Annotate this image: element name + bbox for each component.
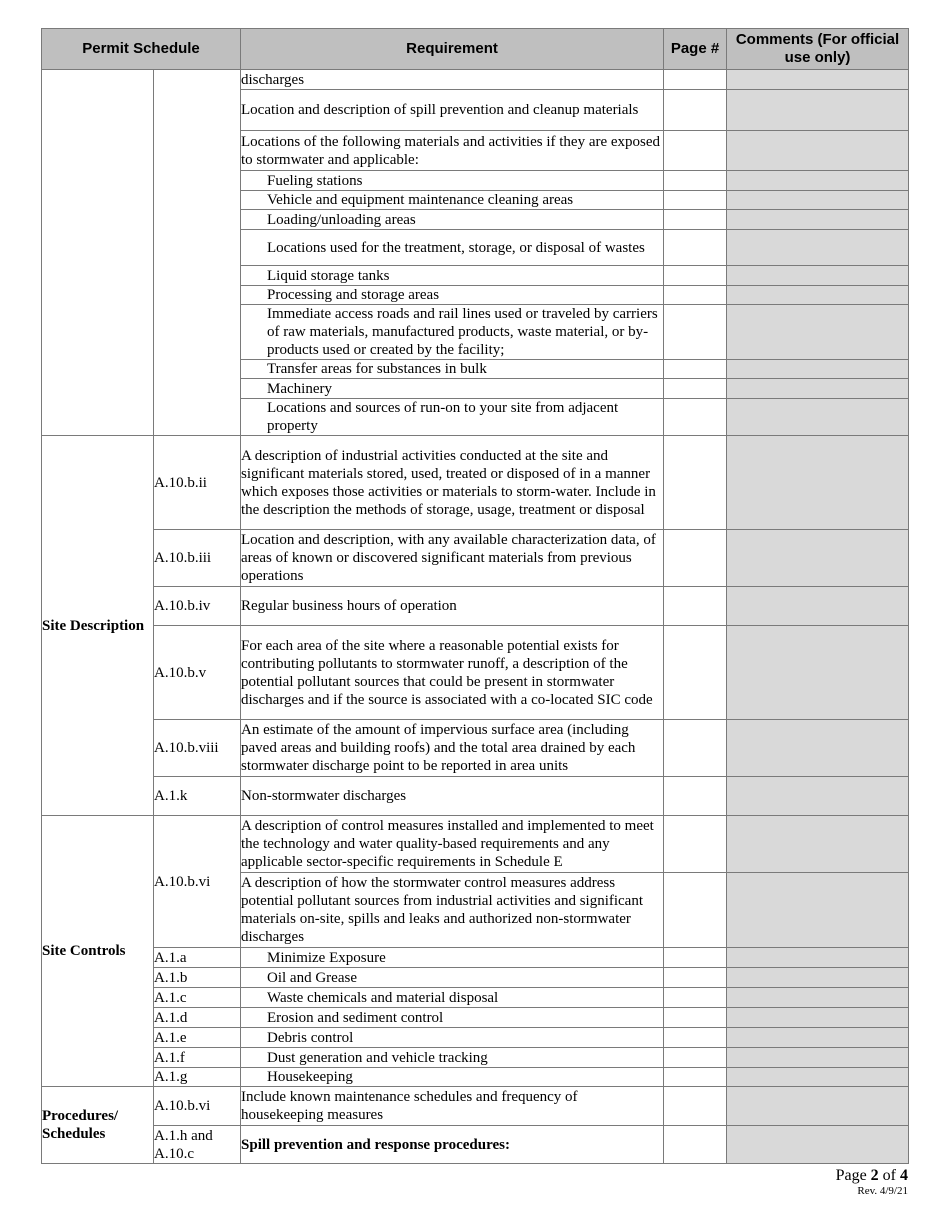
table-row: [42, 436, 909, 530]
page-total: 4: [900, 1167, 908, 1184]
page-number-field[interactable]: [664, 1048, 727, 1068]
table-row: [42, 720, 909, 777]
requirement-text: Regular business hours of operation: [241, 587, 664, 626]
official-comment-field: [727, 266, 909, 286]
official-comment-field: [727, 210, 909, 230]
official-comment-field: [727, 230, 909, 266]
official-comment-field: [727, 90, 909, 131]
code-cell-continued: [154, 70, 241, 436]
page-number-field[interactable]: [664, 873, 727, 948]
table-row: [42, 1048, 909, 1068]
requirement-text: Locations used for the treatment, storage, or disposal of wastes: [241, 230, 664, 266]
requirement-text: Location and description, with any available characterization data, of areas of known or discovered significant materials from previous operations: [241, 530, 664, 587]
header-comments: Comments (For official use only): [727, 29, 909, 70]
requirement-text: Locations of the following materials and activities if they are exposed to stormwater and applicable:: [241, 131, 664, 171]
official-comment-field: [727, 191, 909, 210]
page-number-field[interactable]: [664, 626, 727, 720]
permit-requirements-table: [41, 28, 909, 1164]
permit-code: A.10.b.iii: [154, 530, 241, 587]
table-row: [42, 1028, 909, 1048]
page-number-field[interactable]: [664, 1126, 727, 1164]
requirement-text: Fueling stations: [241, 171, 664, 191]
requirement-text: Spill prevention and response procedures:: [241, 1126, 664, 1164]
table-row: [42, 1068, 909, 1087]
requirement-text: Immediate access roads and rail lines used or traveled by carriers of raw materials, manufactured products, waste material, or by-products used or created by the facility;: [241, 305, 664, 360]
requirement-text: Minimize Exposure: [241, 948, 664, 968]
requirement-text: Transfer areas for substances in bulk: [241, 360, 664, 379]
official-comment-field: [727, 286, 909, 305]
page-number-field[interactable]: [664, 379, 727, 399]
requirement-text: Vehicle and equipment maintenance cleaning areas: [241, 191, 664, 210]
page-number-field[interactable]: [664, 720, 727, 777]
requirement-text: Housekeeping: [241, 1068, 664, 1087]
page-number-field[interactable]: [664, 988, 727, 1008]
page-number-field[interactable]: [664, 131, 727, 171]
official-comment-field: [727, 1087, 909, 1126]
official-comment-field: [727, 1126, 909, 1164]
requirement-text: A description of how the stormwater control measures address potential pollutant sources from industrial activities and significant materials on-site, spills and leaks and authorized non-stormwater discharges: [241, 873, 664, 948]
table-row: [42, 626, 909, 720]
table-row: [42, 988, 909, 1008]
page-number-field[interactable]: [664, 90, 727, 131]
page-number-field[interactable]: [664, 286, 727, 305]
page-number-field[interactable]: [664, 210, 727, 230]
official-comment-field: [727, 777, 909, 816]
permit-code: A.1.f: [154, 1048, 241, 1068]
table-row: [42, 1126, 909, 1164]
permit-code: A.1.b: [154, 968, 241, 988]
permit-code: A.1.g: [154, 1068, 241, 1087]
page-number-field[interactable]: [664, 436, 727, 530]
permit-code: A.10.b.viii: [154, 720, 241, 777]
page-number-field[interactable]: [664, 968, 727, 988]
page-of: of: [882, 1167, 896, 1184]
requirement-text: Locations and sources of run-on to your site from adjacent property: [241, 399, 664, 436]
requirement-text: Processing and storage areas: [241, 286, 664, 305]
official-comment-field: [727, 379, 909, 399]
requirement-text: Location and description of spill prevention and cleanup materials: [241, 90, 664, 131]
page-number-field[interactable]: [664, 1028, 727, 1048]
page-label: Page: [835, 1167, 867, 1184]
official-comment-field: [727, 70, 909, 90]
page-number-field[interactable]: [664, 266, 727, 286]
table-row: [42, 948, 909, 968]
section-procedures-schedules: Procedures/ Schedules: [42, 1087, 154, 1164]
page-number-field[interactable]: [664, 530, 727, 587]
permit-code: A.1.c: [154, 988, 241, 1008]
requirement-text: Waste chemicals and material disposal: [241, 988, 664, 1008]
official-comment-field: [727, 948, 909, 968]
official-comment-field: [727, 131, 909, 171]
page-number-field[interactable]: [664, 360, 727, 379]
official-comment-field: [727, 968, 909, 988]
page-number-field[interactable]: [664, 1068, 727, 1087]
permit-code: A.1.e: [154, 1028, 241, 1048]
revision-date: Rev. 4/9/21: [857, 1185, 908, 1197]
page-number-field[interactable]: [664, 587, 727, 626]
requirement-text: Non-stormwater discharges: [241, 777, 664, 816]
official-comment-field: [727, 171, 909, 191]
page-number-field[interactable]: [664, 777, 727, 816]
requirement-text: Loading/unloading areas: [241, 210, 664, 230]
permit-code: A.10.b.ii: [154, 436, 241, 530]
requirement-text: Dust generation and vehicle tracking: [241, 1048, 664, 1068]
official-comment-field: [727, 720, 909, 777]
table-row: [42, 1008, 909, 1028]
page-number-field[interactable]: [664, 305, 727, 360]
official-comment-field: [727, 816, 909, 873]
requirement-text: For each area of the site where a reasonable potential exists for contributing pollutants to stormwater runoff, a description of the potential pollutant sources that could be present in stormwater discharges and if the source is associated with a co-located SIC code: [241, 626, 664, 720]
official-comment-field: [727, 587, 909, 626]
official-comment-field: [727, 530, 909, 587]
page-number-field[interactable]: [664, 816, 727, 873]
page-number-field[interactable]: [664, 171, 727, 191]
header-page-number: Page #: [664, 29, 727, 70]
page-number-field[interactable]: [664, 230, 727, 266]
page-number-field[interactable]: [664, 70, 727, 90]
official-comment-field: [727, 626, 909, 720]
header-requirement: Requirement: [241, 29, 664, 70]
page-number-field[interactable]: [664, 1087, 727, 1126]
official-comment-field: [727, 436, 909, 530]
official-comment-field: [727, 305, 909, 360]
table-row: [42, 1087, 909, 1126]
permit-code: A.10.b.iv: [154, 587, 241, 626]
requirement-text: Erosion and sediment control: [241, 1008, 664, 1028]
permit-code: A.1.h and A.10.c: [154, 1126, 241, 1164]
table-header-row: [42, 29, 909, 70]
official-comment-field: [727, 399, 909, 436]
permit-code: A.1.d: [154, 1008, 241, 1028]
official-comment-field: [727, 1068, 909, 1087]
requirement-text: A description of control measures installed and implemented to meet the technology and water quality-based requirements and any applicable sector-specific requirements in Schedule E: [241, 816, 664, 873]
permit-code: A.10.b.v: [154, 626, 241, 720]
table-row: [42, 530, 909, 587]
requirement-text: Machinery: [241, 379, 664, 399]
requirement-text: Include known maintenance schedules and frequency of housekeeping measures: [241, 1087, 664, 1126]
page-number-field[interactable]: [664, 1008, 727, 1028]
page-number-field[interactable]: [664, 399, 727, 436]
section-cell-continued: [42, 70, 154, 436]
official-comment-field: [727, 1008, 909, 1028]
requirement-text: Debris control: [241, 1028, 664, 1048]
official-comment-field: [727, 360, 909, 379]
official-comment-field: [727, 1028, 909, 1048]
permit-code: A.1.a: [154, 948, 241, 968]
permit-code: A.1.k: [154, 777, 241, 816]
official-comment-field: [727, 873, 909, 948]
requirement-text: discharges: [241, 70, 664, 90]
requirement-text: A description of industrial activities conducted at the site and significant materials stored, used, treated or disposed of in a manner which exposes those activities or materials to storm-water. Include in the description the methods of storage, usage, treatment or disposal: [241, 436, 664, 530]
section-site-description: Site Description: [42, 436, 154, 816]
table-row: [42, 968, 909, 988]
requirement-text: Liquid storage tanks: [241, 266, 664, 286]
official-comment-field: [727, 1048, 909, 1068]
table-row: [42, 70, 909, 90]
requirement-text: Oil and Grease: [241, 968, 664, 988]
permit-code: A.10.b.vi: [154, 816, 241, 948]
permit-code: A.10.b.vi: [154, 1087, 241, 1126]
header-permit-schedule: Permit Schedule: [42, 29, 241, 70]
page-number-field[interactable]: [664, 191, 727, 210]
page-number-field[interactable]: [664, 948, 727, 968]
page-current: 2: [870, 1167, 879, 1184]
table-row: [42, 587, 909, 626]
requirement-text: An estimate of the amount of impervious surface area (including paved areas and building roofs) and the total area drained by each stormwater discharge point to be reported in area units: [241, 720, 664, 777]
permit-checklist-page: [41, 28, 909, 1164]
table-row: [42, 777, 909, 816]
section-site-controls: Site Controls: [42, 816, 154, 1087]
official-comment-field: [727, 988, 909, 1008]
table-row: [42, 816, 909, 873]
page-footer: [836, 1166, 908, 1198]
page-indicator: [836, 1166, 908, 1185]
